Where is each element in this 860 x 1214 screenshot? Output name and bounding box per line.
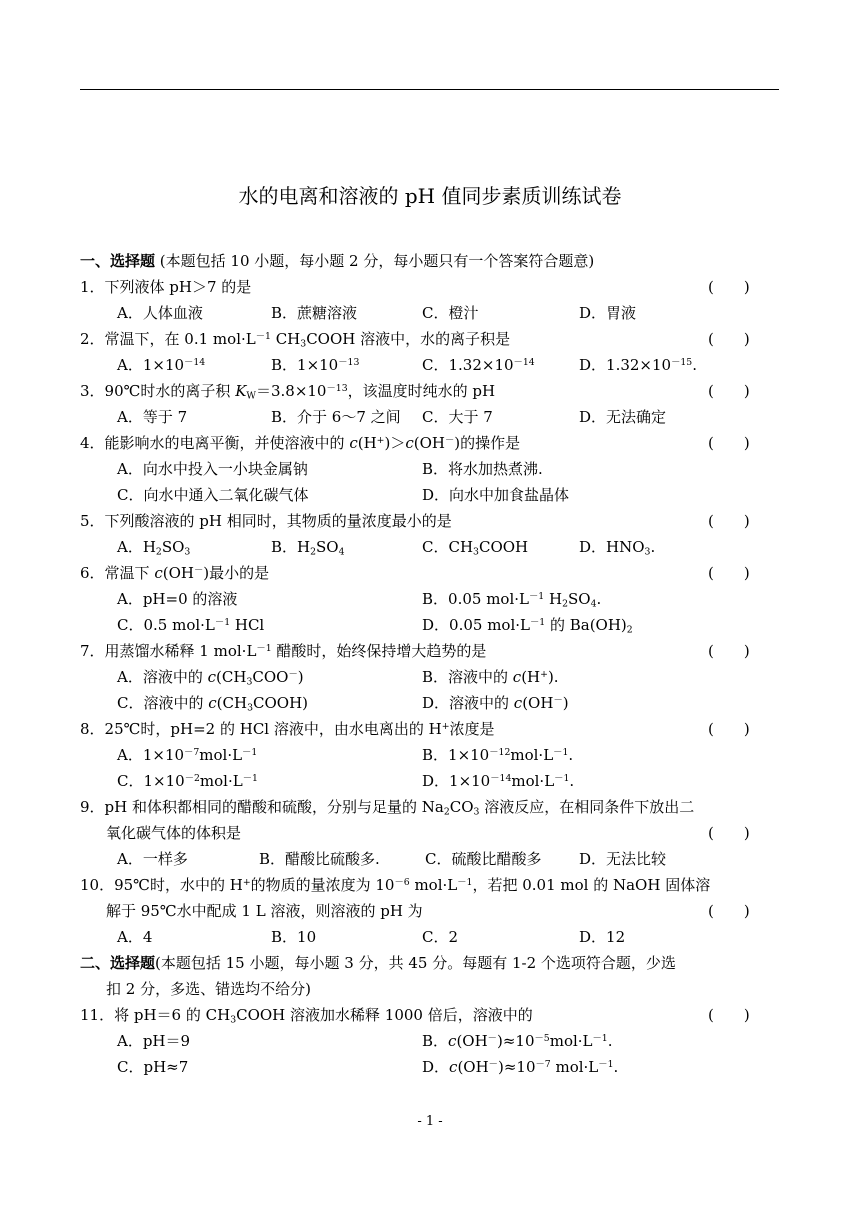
question-6-stem: 6．常温下 c(OH－)最小的是: [80, 564, 270, 582]
q9-option-c: C．硫酸比醋酸多: [425, 850, 542, 868]
question-2-stem: 2．常温下，在 0.1 $mol\cdot L^{-1}$ $CH_3COOH$ 溶液中，水的离子积是: [80, 330, 511, 350]
q9-option-a: A．一样多: [117, 850, 188, 868]
q6-option-d: D．0.05 $mol\cdot L^{-1}$ 的 $Ba(OH)_2$: [422, 616, 633, 636]
question-11-stem: 11．将 pH＝6 的 $CH_3COOH$ 溶液加水稀释 1000 倍后，溶液中的: [80, 1006, 533, 1026]
question-8-stem: 8．25℃时，pH=2 的 HCl 溶液中，由水电离出的 H+浓度是: [80, 720, 495, 738]
q5-option-c: C．$CH_3COOH$: [422, 538, 529, 558]
answer-blank-1: ( ): [708, 278, 750, 296]
question-7-stem: 7．用蒸馏水稀释 1 $mol\cdot L^{-1}$ 醋酸时，始终保持增大趋势的是: [80, 642, 487, 660]
q4-option-c: C．向水中通入二氧化碳气体: [117, 486, 309, 504]
q5-option-b: B．$H_2SO_4$: [271, 538, 345, 558]
answer-blank-4: ( ): [708, 434, 750, 452]
q2-option-c: C．$1.32\times 10^{-14}$: [422, 356, 535, 374]
q11-option-d: D．$c(OH^-)\approx 10^{-7}$ $mol\cdot L^{-1}$.: [422, 1058, 619, 1076]
q2-option-a: A．$1\times 10^{-14}$: [117, 356, 206, 374]
question-5-stem: 5．下列酸溶液的 pH 相同时，其物质的量浓度最小的是: [80, 512, 452, 530]
q6-option-a: A．pH=0 的溶液: [117, 590, 238, 608]
answer-blank-9: ( ): [708, 824, 750, 842]
section-1-label: 一、选择题: [80, 252, 156, 270]
answer-blank-5: ( ): [708, 512, 750, 530]
q1-option-b: B．蔗糖溶液: [271, 304, 358, 322]
q7-option-d: D．溶液中的 c(OH－): [422, 694, 569, 712]
q7-option-a: A．溶液中的 $c(CH_3COO^-)$: [117, 668, 304, 688]
section-2-heading: [80, 953, 676, 973]
q10-option-c: C．2: [422, 928, 459, 946]
section-2-desc-cont: 扣 2 分，多选、错选均不给分): [106, 980, 311, 998]
page-title: 水的电离和溶液的 pH 值同步素质训练试卷: [238, 184, 622, 208]
q10-option-a: A．4: [117, 928, 153, 946]
q4-option-d: D．向水中加食盐晶体: [422, 486, 570, 504]
q9-option-b: B．醋酸比硫酸多.: [259, 850, 380, 868]
q11-option-c: C．pH≈7: [117, 1058, 189, 1076]
answer-blank-10: ( ): [708, 902, 750, 920]
q1-option-c: C．橙汁: [422, 304, 479, 322]
q8-option-b: B．$1\times 10^{-12}mol\cdot L^{-1}$.: [422, 746, 574, 764]
q1-option-d: D．胃液: [579, 304, 637, 322]
q5-option-d: D．$HNO_3$.: [579, 538, 656, 558]
page-number: - 1 -: [417, 1114, 443, 1129]
q3-option-b: B．介于 6～7 之间: [271, 408, 401, 426]
q3-option-d: D．无法确定: [579, 408, 667, 426]
q11-option-a: A．pH＝9: [117, 1032, 191, 1050]
question-4-stem: 4．能影响水的电离平衡，并使溶液中的 c(H+)＞c(OH－)的操作是: [80, 434, 521, 452]
question-3-stem: 3．90℃时水的离子积 $K_W=3.8\times 10^{-13}$，该温度时纯水的 pH: [80, 382, 496, 402]
q6-option-c: C．0.5 $mol\cdot L^{-1}$ HCl: [117, 616, 265, 634]
q3-option-c: C．大于 7: [422, 408, 493, 426]
q4-option-a: A．向水中投入一小块金属钠: [117, 460, 308, 478]
q5-option-a: A．$H_2SO_3$: [117, 538, 191, 558]
q2-option-d: D．$1.32\times 10^{-15}$.: [579, 356, 698, 374]
answer-blank-8: ( ): [708, 720, 750, 738]
q1-option-a: A．人体血液: [117, 304, 203, 322]
section-1-desc: (本题包括 10 小题，每小题 2 分，每小题只有一个答案符合题意): [155, 252, 595, 270]
q10-option-b: B．10: [271, 928, 317, 946]
q7-option-c: C．溶液中的 $c(CH_3COOH)$: [117, 694, 309, 714]
section-2-desc: (本题包括 15 小题，每小题 3 分，共 45 分。每题有 1-2 个选项符合题，少选: [155, 954, 676, 972]
question-9-stem-cont: 氧化碳气体的体积是: [106, 824, 242, 842]
question-10-stem-cont: 解于 95℃水中配成 1 L 溶液，则溶液的 pH 为: [106, 902, 423, 920]
section-1-heading: [80, 251, 594, 271]
section-2-label: 二、选择题: [80, 954, 156, 972]
question-1-stem: 1．下列液体 pH＞7 的是: [80, 278, 252, 296]
q8-option-d: D．$1\times 10^{-14}mol\cdot L^{-1}$.: [422, 772, 575, 790]
answer-blank-7: ( ): [708, 642, 750, 660]
q3-option-a: A．等于 7: [117, 408, 188, 426]
q10-option-d: D．12: [579, 928, 626, 946]
q11-option-b: B．$c(OH^-)\approx 10^{-5}mol\cdot L^{-1}$.: [422, 1032, 613, 1050]
question-9-stem: 9．pH 和体积都相同的醋酸和硫酸，分别与足量的 $Na_2CO_3$ 溶液反应，在相同条件下放出二: [80, 798, 695, 818]
q9-option-d: D．无法比较: [579, 850, 667, 868]
q8-option-c: C．$1\times 10^{-2}mol\cdot L^{-1}$: [117, 772, 258, 790]
question-10-stem: 10．95℃时，水中的 H+的物质的量浓度为 $10^{-6}$ $mol\cdot L^{-1}$，若把 0.01 mol 的 NaOH 固体溶: [80, 876, 711, 894]
header-rule: [80, 89, 779, 90]
answer-blank-11: ( ): [708, 1006, 750, 1024]
answer-blank-6: ( ): [708, 564, 750, 582]
q2-option-b: B．$1\times 10^{-13}$: [271, 356, 360, 374]
q4-option-b: B．将水加热煮沸.: [422, 460, 543, 478]
q6-option-b: B．0.05 $mol\cdot L^{-1}$ $H_2SO_4$.: [422, 590, 602, 610]
q8-option-a: A．$1\times 10^{-7}mol\cdot L^{-1}$: [117, 746, 258, 764]
answer-blank-2: ( ): [708, 330, 750, 348]
q7-option-b: B．溶液中的 c(H+).: [422, 668, 559, 686]
answer-blank-3: ( ): [708, 382, 750, 400]
